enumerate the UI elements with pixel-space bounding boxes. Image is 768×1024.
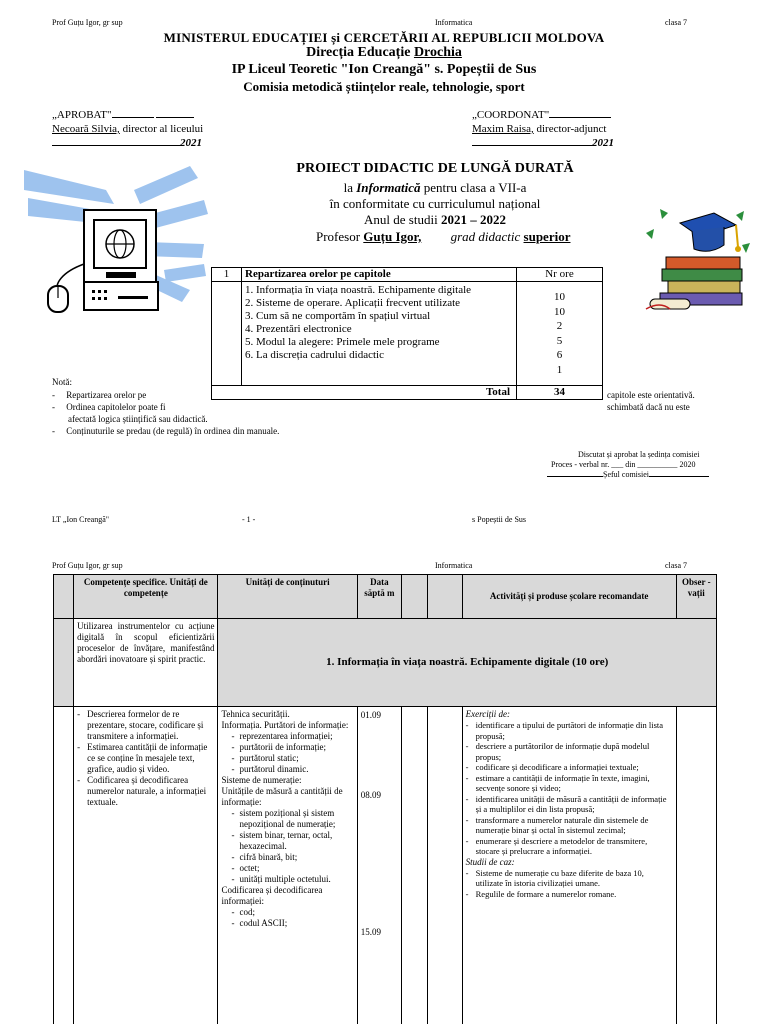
general-competence: Utilizarea instrumentelor cu acțiune digitală în scopul eficientizării proceselor de învățare, manifestând abordări inovatoare și spirit practic.	[74, 619, 218, 707]
content-item: - cod;	[221, 907, 353, 918]
content-row	[54, 707, 717, 1024]
teacher-line: Profesor Guțu Igor, grad didactic superior	[316, 229, 571, 244]
content-item: - unități multiple octetului.	[221, 874, 353, 885]
content-item: - sistem pozițional și sistem nepozițional de numerație;	[221, 808, 353, 830]
page-header-center: Informatica	[435, 18, 473, 27]
hours-4: 5	[556, 334, 563, 347]
content-numeration: Sisteme de numerație:	[221, 775, 302, 785]
year-line: Anul de studii 2021 – 2022	[364, 212, 506, 227]
header-chapters: Repartizarea orelor pe capitole	[242, 268, 517, 282]
chapter-2: 2. Sisteme de operare. Aplicații frecvent utilizate	[245, 297, 461, 309]
chapter-3: 3. Cum să ne comportăm în spațiul virtual	[245, 310, 431, 322]
content-item: - purtătorii de informație;	[221, 742, 353, 753]
chapter-6: 6. La discreția cadrului didactic	[245, 349, 384, 361]
content-item: - sistem binar, ternar, octal, hexazecimal.	[221, 830, 353, 852]
content-item: - purtătorul dinamic.	[221, 764, 353, 775]
curriculum-table	[53, 574, 717, 1024]
unit-competence-1: - Descrierea formelor de re prezentare, stocare, codificare și transmitere a informației.	[77, 709, 214, 742]
computer-clipart-icon	[14, 160, 210, 320]
chapter-5: 5. Modul la alegere: Primele mele programe	[245, 336, 440, 348]
activity-item: - estimare a cantității de informație în texte, imagini, secvențe sonore și video;	[466, 773, 673, 794]
activities-title: Exerciții de:	[465, 709, 511, 719]
content-item: - octet;	[221, 863, 353, 874]
activity-item: - codificare și decodificare a informației textuale;	[466, 762, 673, 773]
content-item: - purtătorul static;	[221, 753, 353, 764]
unit-competence-3: - Codificarea și decodificarea numerelor naturale, a informației textuale.	[77, 775, 214, 808]
hours-5: 6	[556, 349, 563, 361]
total-value: 34	[517, 386, 603, 400]
case-item: - Sisteme de numerație cu baze diferite de baza 10, utilizate în istoria civilizației umane.	[466, 868, 673, 889]
activity-item: - transformare a numerelor naturale din sistemele de numerație binar și octal în sistemul zecimal;	[466, 815, 673, 836]
header-index: 1	[212, 268, 242, 282]
hours-6: 1	[556, 363, 563, 376]
activity-item: - identificare a tipului de purtători de informație din lista propusă;	[466, 720, 673, 741]
hours-1: 10	[554, 291, 565, 303]
activity-item: - enumerare și descriere a metodelor de transmitere, stocare și prelucrare a informației.	[466, 836, 673, 857]
commission-chief: Șeful comisiei	[547, 470, 709, 479]
page2-header-center: Informatica	[435, 561, 473, 570]
note-right-text: capitole este orientativă. schimbată dacă nu este	[607, 390, 695, 412]
commission-title: Comisia metodică științelor reale, tehnologie, sport	[243, 79, 525, 94]
lyceum-title: IP Liceul Teoretic "Ion Creangă" s. Popeștii de Sus	[231, 62, 537, 77]
total-label: Total	[212, 386, 517, 400]
activities-cell	[462, 707, 676, 1024]
content-item: - codul ASCII;	[221, 918, 353, 929]
content-item: - reprezentarea informației;	[221, 731, 353, 742]
discussed-text: Discutat și aprobat la ședința comisiei	[578, 450, 700, 459]
date-2: 08.09	[360, 790, 381, 800]
footer-right: s Popeștii de Sus	[472, 515, 527, 524]
date-1: 01.09	[360, 710, 381, 720]
page-number: - 1 -	[242, 515, 256, 524]
dates-cell	[357, 707, 401, 1024]
footer-left: LT „Ion Creangă"	[52, 515, 110, 524]
case-studies-title: Studii de caz:	[465, 856, 515, 867]
header-units: Unități de conținuturi	[218, 575, 357, 619]
approved-block: „APROBAT" Necoară Silvia, director al liceului 2021	[52, 109, 204, 149]
content-safety: Tehnica securității.	[221, 709, 290, 719]
hours-2: 10	[554, 305, 565, 318]
header-activities: Activități și produse școlare recomandate	[462, 575, 676, 619]
curriculum-line: în conformitate cu curriculumul național	[329, 196, 541, 211]
chapter-1: 1. Informația în viața noastră. Echipamente digitale	[245, 284, 472, 296]
header-competences: Competențe specifice. Unități de competențe	[74, 575, 218, 619]
chapter-title: 1. Informația în viața noastră. Echipamente digitale (10 ore)	[218, 619, 717, 707]
chapter-4: 4. Prezentări electronice	[245, 323, 352, 335]
header-observations: Obser -vații	[676, 575, 716, 619]
books-graduation-icon	[640, 205, 755, 315]
activity-item: - identificarea unității de măsură a cantității de informație și a multiplilor ei din lista propusă;	[466, 794, 673, 815]
table-row	[212, 282, 603, 386]
verbal-text: Proces - verbal nr. ___ din __________ 2020	[551, 460, 696, 469]
coordinated-block: „COORDONAT" Maxim Raisa, director-adjunct 2021	[472, 109, 614, 149]
header-hours: Nr ore	[517, 268, 603, 282]
unit-competence-2: - Estimarea cantității de informație ce se conține în mesajele text, grafice, audio și video.	[77, 742, 214, 775]
case-item: - Regulile de formare a numerelor romane.	[466, 889, 673, 900]
note-list: - Repartizarea orelor pe - Ordinea capitolelor poate fi afectată logica științifică sau didactică. - Conținuturile se predau (de regulă) în ordinea din manuale.	[52, 390, 280, 436]
content-information: Informația. Purtători de informație:	[221, 720, 349, 730]
date-3: 15.09	[360, 927, 381, 937]
content-units-measure: Unitățile de măsură a cantității de informație:	[221, 786, 343, 807]
content-item: - cifră binară, bit;	[221, 852, 353, 863]
table-header-row	[212, 268, 603, 282]
direction-title: Direcția Educație Drochia	[306, 45, 462, 60]
activity-item: - descriere a purtătorilor de informație după modelul propus;	[466, 741, 673, 762]
header-date: Data săptă m	[357, 575, 401, 619]
subject-line: la Informatică pentru clasa a VII-a	[343, 180, 527, 195]
content-units	[218, 707, 357, 1024]
page2-header-left: Prof Guțu Igor, gr sup	[52, 561, 123, 570]
ministry-title: MINISTERUL EDUCAȚIEI și CERCETĂRII AL REPUBLICII MOLDOVA	[163, 30, 605, 45]
project-title: PROIECT DIDACTIC DE LUNGĂ DURATĂ	[296, 161, 574, 176]
page2-header-right: clasa 7	[665, 561, 687, 570]
hours-3: 2	[556, 320, 563, 332]
page-header-right: clasa 7	[665, 18, 687, 27]
content-coding: Codificarea și decodificarea informației:	[221, 885, 323, 906]
hours-distribution-table	[211, 267, 603, 400]
chapter-row	[54, 619, 717, 707]
note-title: Notă:	[52, 377, 72, 387]
unit-competences	[74, 707, 218, 1024]
page-header-left: Prof Guțu Igor, gr sup	[52, 18, 123, 27]
curriculum-header-row	[54, 575, 717, 619]
